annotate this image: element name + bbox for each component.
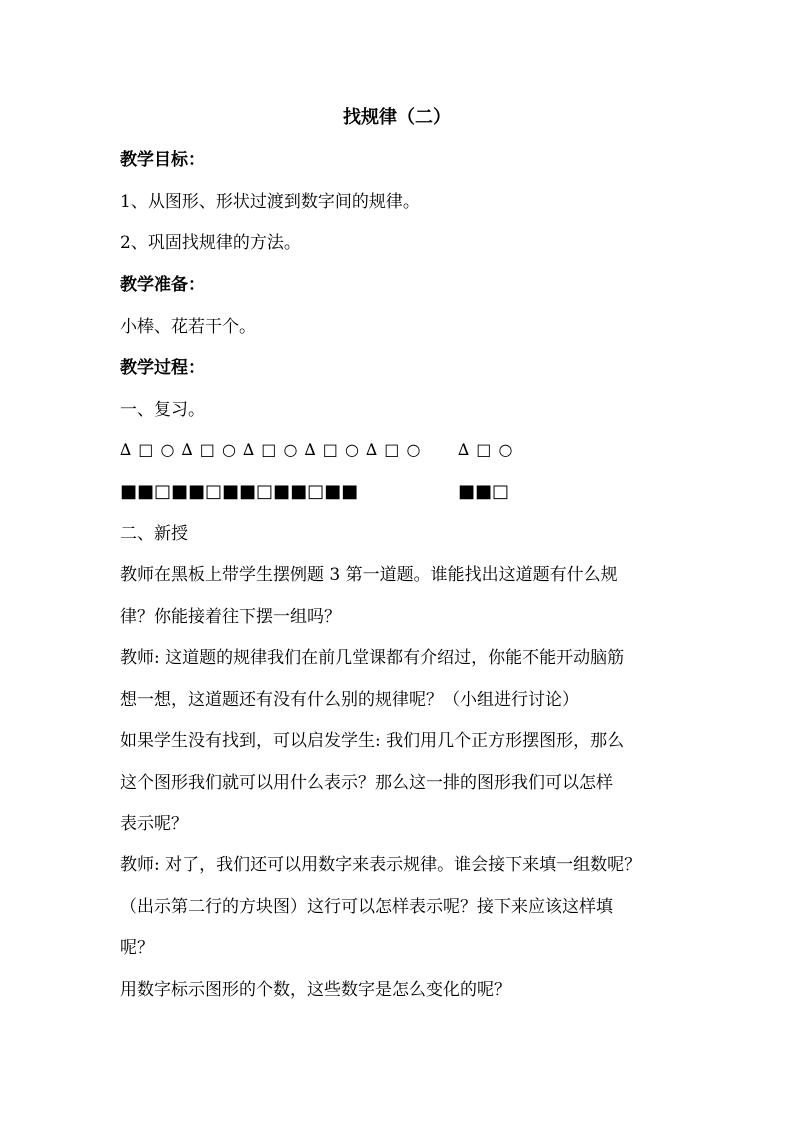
prep-text: 小棒、花若干个。 — [120, 317, 256, 337]
paragraph-1-line-2: 律？你能接着往下摆一组吗？ — [120, 607, 341, 627]
prep-heading: 教学准备： — [120, 275, 205, 295]
paragraph-4-line-2: （出示第二行的方块图）这行可以怎样表示呢？接下来应该这样填 — [120, 897, 613, 917]
paragraph-4-line-1: 教师: 对了，我们还可以用数字来表示规律。谁会接下来填一组数呢？ — [120, 855, 642, 875]
paragraph-2-line-2: 想一想，这道题还有没有什么别的规律呢？（小组进行讨论） — [120, 690, 579, 710]
paragraph-1-line-1: 教师在黑板上带学生摆例题 3 第一道题。谁能找出这道题有什么规 — [120, 565, 618, 585]
review-heading: 一、复习。 — [120, 400, 205, 420]
process-heading: 教学过程： — [120, 358, 205, 378]
page-title: 找规律（二） — [343, 107, 451, 128]
pattern-row-2: ■■□■■□■■□■■□■■ — [120, 481, 359, 502]
new-heading: 二、新授 — [120, 524, 188, 544]
paragraph-3-line-3: 表示呢？ — [120, 814, 188, 834]
goal-1: 1、从图形、形状过渡到数字间的规律。 — [120, 192, 420, 212]
paragraph-3-line-2: 这个图形我们就可以用什么表示？那么这一排的图形我们可以怎样 — [120, 773, 613, 793]
goal-2: 2、巩固找规律的方法。 — [120, 233, 301, 253]
paragraph-2-line-1: 教师: 这道题的规律我们在前几堂课都有介绍过，你能不能开动脑筋 — [120, 648, 625, 668]
paragraph-3-line-1: 如果学生没有找到，可以启发学生: 我们用几个正方形摆图形，那么 — [120, 731, 625, 751]
pattern-row-2-answer: ■■□ — [458, 481, 510, 502]
paragraph-5-line-1: 用数字标示图形的个数，这些数字是怎么变化的呢？ — [120, 980, 511, 1000]
pattern-row-1: ∆ □ ○ ∆ □ ○ ∆ □ ○ ∆ □ ○ ∆ □ ○ — [120, 440, 422, 459]
goals-heading: 教学目标： — [120, 150, 205, 170]
pattern-row-1-answer: ∆ □ ○ — [458, 440, 514, 459]
paragraph-4-line-3: 呢？ — [120, 938, 154, 958]
